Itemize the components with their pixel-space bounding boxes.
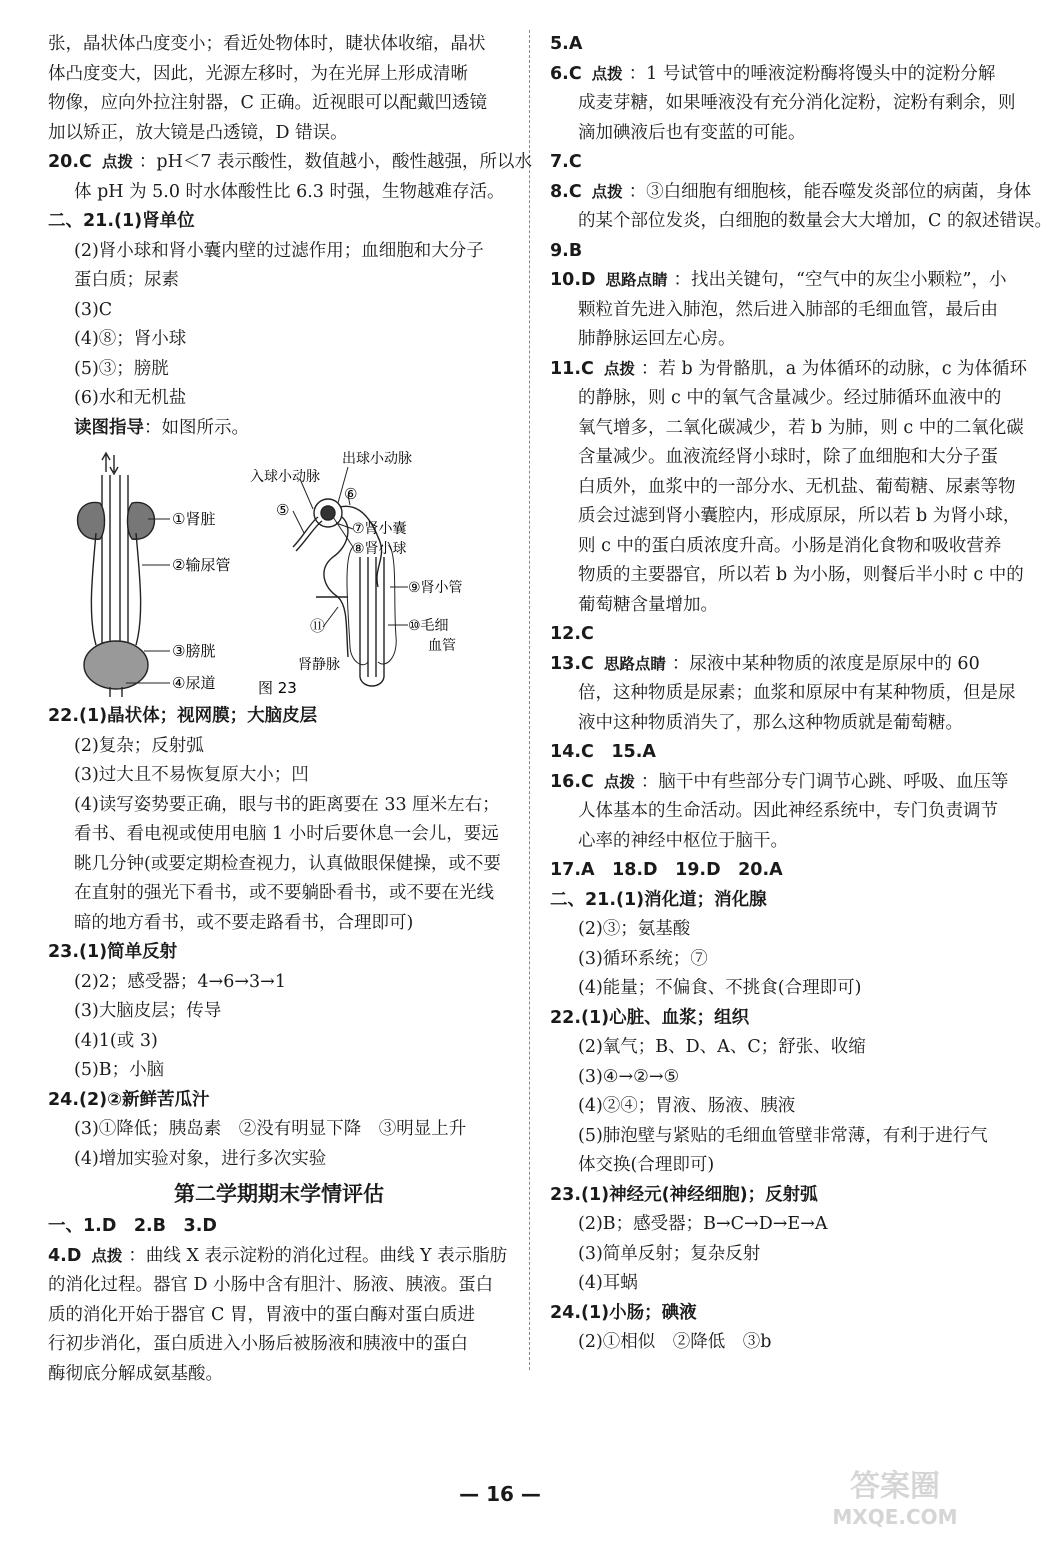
text-line: 的某个部位发炎，白细胞的数量会大大增加，C 的叙述错误。: [578, 211, 1052, 231]
text-line: 肺静脉运回左心房。: [578, 329, 736, 349]
text-line: (5)肺泡壁与紧贴的毛细血管壁非常薄，有利于进行气: [578, 1125, 988, 1146]
q6-answer: [550, 60, 1016, 149]
q10-answer: [550, 266, 1007, 355]
text-line: ：③白细胞有细胞核，能吞噬发炎部位的病菌，身体: [628, 181, 1032, 202]
text-line: (2)复杂；反射弧: [74, 735, 204, 756]
text-line: ：曲线 X 表示淀粉的消化过程。曲线 Y 表示脂肪: [128, 1245, 508, 1266]
text-line: 液中这种物质消失了，那么这种物质就是葡萄糖。: [578, 712, 963, 733]
text-line: 质的消化开始于器官 C 胃，胃液中的蛋白酶对蛋白质进: [48, 1304, 476, 1325]
left-column: [48, 30, 533, 1389]
q24-answer-right: [550, 1299, 998, 1358]
question-head: 二、21.(1)肾单位: [48, 211, 195, 231]
label-6: ⑥: [344, 485, 358, 503]
text-line: (3)大脑皮层；传导: [74, 1001, 222, 1021]
text-line: (4)耳蜗: [578, 1273, 638, 1293]
text-line: (3)循环系统；⑦: [578, 948, 708, 969]
text-line: 暗的地方看书，或不要走路看书，合理即可): [74, 912, 414, 933]
q16-answer: [550, 768, 1009, 857]
text-line: 看书、看电视或使用电脑 1 小时后要休息一会儿，要远: [74, 824, 499, 844]
answers-17-20: 17.A 18.D 19.D 20.A: [550, 860, 783, 880]
answer-5: 5.A: [550, 34, 583, 54]
q19-continuation: [48, 30, 510, 148]
answers-14-15: 14.C 15.A: [550, 742, 656, 762]
text-line: 眺几分钟(或要定期检查视力，认真做眼保健操，或不要: [74, 853, 501, 874]
text-line: ：找出关键句，“空气中的灰尘小颗粒”，小: [673, 270, 1007, 290]
q21-answer: [48, 207, 510, 443]
text-line: (3)过大且不易恢复原大小；凹: [74, 765, 309, 785]
hint-label: 思路点睛: [603, 654, 666, 673]
text-line: (5)B；小脑: [74, 1060, 165, 1080]
label-capillary-2: 血管: [428, 638, 456, 654]
label-afferent-arteriole: 入球小动脉: [250, 469, 320, 485]
label-efferent-arteriole: 出球小动脉: [342, 451, 412, 467]
q4-answer: [48, 1242, 510, 1390]
text-line: 物质的主要器官，所以若 b 为小肠，则餐后半小时 c 中的: [578, 565, 1024, 585]
text-line: 的消化过程。器官 D 小肠中含有胆汁、肠液、胰液。蛋白: [48, 1275, 494, 1295]
label-bladder: ③膀胱: [172, 642, 216, 660]
text-line: 含量减少。血液流经肾小球时，除了血细胞和大分子蛋: [578, 447, 998, 467]
question-number: 11.C: [550, 358, 594, 379]
hint-label: 点拨: [603, 359, 635, 378]
label-renal-capsule: ⑦肾小囊: [352, 521, 407, 537]
text-line: (2)肾小球和肾小囊内壁的过滤作用；血细胞和大分子: [74, 240, 484, 261]
text-line: 体 pH 为 5.0 时水体酸性比 6.3 时强，生物越难存活。: [74, 181, 505, 202]
text-line: (3)C: [74, 299, 113, 320]
text-line: 心率的神经中枢位于脑干。: [578, 830, 788, 851]
question-number: 10.D: [550, 270, 596, 290]
label-11: ⑪: [310, 617, 326, 635]
label-capillary: ⑩毛细: [408, 618, 449, 634]
text-line: 倍，这种物质是尿素；血浆和原尿中有某种物质，但是尿: [578, 683, 1016, 703]
watermark-text: 答案圈: [850, 1469, 940, 1504]
text-line: (2)③；氨基酸: [578, 919, 691, 939]
label-urethra: ④尿道: [172, 674, 216, 692]
q22-answer: [48, 702, 510, 938]
text-line: 加以矫正，放大镜是凸透镜，D 错误。: [48, 122, 348, 143]
watermark-url: MXQE.COM: [832, 1505, 958, 1529]
text-line: (6)水和无机盐: [74, 388, 187, 408]
text-line: 在直射的强光下看书，或不要躺卧看书，或不要在光线: [74, 883, 494, 903]
text-line: (5)③；膀胱: [74, 358, 169, 379]
text-line: 体凸度变大，因此，光源左移时，为在光屏上形成清晰: [48, 63, 468, 84]
q20-answer: [48, 148, 533, 207]
question-head: 二、21.(1)消化道；消化腺: [550, 889, 767, 910]
q24-answer: [48, 1086, 510, 1175]
guide-text: ：如图所示。: [144, 417, 249, 438]
text-line: (4)②④；胃液、肠液、胰液: [578, 1096, 796, 1116]
text-line: 人体基本的生命活动。因此神经系统中，专门负责调节: [578, 801, 998, 821]
text-line: 蛋白质；尿素: [74, 270, 179, 290]
answer-9: 9.B: [550, 240, 583, 261]
urinary-system-drawing: [78, 453, 155, 697]
question-head: 22.(1)晶状体；视网膜；大脑皮层: [48, 706, 318, 726]
right-column: [550, 30, 1052, 1358]
text-line: 滴加碘液后也有变蓝的可能。: [578, 122, 806, 143]
text-line: 葡萄糖含量增加。: [578, 594, 718, 615]
text-line: 行初步消化，蛋白质进入小肠后被肠液和胰液中的蛋白: [48, 1334, 468, 1354]
text-line: 物像，应向外拉注射器，C 正确。近视眼可以配戴凹透镜: [48, 93, 487, 113]
label-renal-vein: 肾静脉: [298, 657, 340, 673]
hint-label: 点拨: [603, 772, 635, 791]
question-number: 4.D: [48, 1245, 82, 1266]
label-5: ⑤: [276, 501, 290, 519]
text-line: ：若 b 为骨骼肌，a 为体循环的动脉，c 为体循环: [640, 358, 1028, 379]
text-line: (3)①降低；胰岛素 ②没有明显下降 ③明显上升: [74, 1119, 467, 1139]
text-line: (4)⑧；肾小球: [74, 329, 187, 349]
label-kidney: ①肾脏: [172, 510, 216, 528]
text-line: (4)1(或 3): [74, 1030, 158, 1051]
site-watermark: [800, 1462, 990, 1532]
hint-label: 点拨: [91, 1246, 123, 1265]
q11-answer: [550, 355, 1028, 621]
hint-label: 思路点睛: [605, 271, 668, 289]
text-line: (2)2；感受器；4→6→3→1: [74, 971, 286, 992]
text-line: (2)氧气；B、D、A、C；舒张、收缩: [578, 1037, 866, 1057]
answer-12: 12.C: [550, 624, 594, 644]
section-title: 第二学期期末学情评估: [174, 1182, 384, 1206]
text-line: 质会过滤到肾小囊腔内，形成原尿，所以若 b 为肾小球，: [578, 506, 1021, 526]
text-line: ：脑干中有些部分专门调节心跳、呼吸、血压等: [640, 771, 1009, 792]
q23-answer-right: [550, 1181, 998, 1299]
hint-label: 点拨: [591, 64, 623, 83]
text-line: (3)简单反射；复杂反射: [578, 1243, 761, 1264]
text-line: 张，晶状体凸度变小；看近处物体时，睫状体收缩，晶状: [48, 34, 486, 54]
question-head: 23.(1)简单反射: [48, 942, 178, 962]
q21-answer-right: [550, 886, 998, 1004]
text-line: ：1 号试管中的唾液淀粉酶将馒头中的淀粉分解: [628, 63, 996, 84]
question-head: 22.(1)心脏、血浆；组织: [550, 1007, 750, 1028]
text-line: (4)能量；不偏食、不挑食(合理即可): [578, 978, 862, 998]
question-number: 20.C: [48, 152, 92, 172]
text-line: 白质外，血浆中的一部分水、无机盐、葡萄糖、尿素等物: [578, 476, 1016, 497]
text-line: 则 c 中的蛋白质浓度升高。小肠是消化食物和吸收营养: [578, 535, 1002, 556]
text-line: 颗粒首先进入肺泡，然后进入肺部的毛细血管，最后由: [578, 299, 998, 320]
urinary-system-diagram: [48, 447, 510, 697]
text-line: 酶彻底分解成氨基酸。: [48, 1363, 223, 1384]
text-line: ：pH＜7 表示酸性，数值越小，酸性越强，所以水: [138, 152, 533, 172]
text-line: 氧气增多，二氧化碳减少，若 b 为肺，则 c 中的二氧化碳: [578, 417, 1024, 438]
label-renal-tubule: ⑨肾小管: [408, 580, 463, 596]
question-number: 6.C: [550, 63, 582, 84]
q8-answer: [550, 178, 1052, 237]
question-head: 24.(1)小肠；碘液: [550, 1302, 697, 1323]
text-line: ：尿液中某种物质的浓度是原尿中的 60: [671, 653, 980, 674]
answer-7: 7.C: [550, 152, 582, 172]
q13-answer: [550, 650, 1016, 739]
label-ureter: ②输尿管: [172, 556, 231, 574]
hint-label: 点拨: [591, 182, 623, 201]
figure-caption: 图 23: [258, 679, 297, 697]
q22-answer-right: [550, 1004, 998, 1181]
q23-answer: [48, 938, 510, 1086]
question-head: 23.(1)神经元(神经细胞)；反射弧: [550, 1184, 818, 1205]
page-number: — 16 —: [459, 1482, 541, 1506]
text-line: (3)④→②→⑤: [578, 1066, 680, 1087]
text-line: (2)B；感受器；B→C→D→E→A: [578, 1214, 828, 1234]
question-number: 13.C: [550, 653, 594, 674]
text-line: 的静脉，则 c 中的氧气含量减少。经过肺循环血液中的: [578, 388, 1002, 408]
guide-label: 读图指导: [74, 417, 144, 438]
question-head: 24.(2)②新鲜苦瓜汁: [48, 1089, 210, 1110]
text-line: 体交换(合理即可): [578, 1155, 715, 1175]
question-number: 8.C: [550, 181, 582, 202]
question-number: 16.C: [550, 771, 594, 792]
column-divider: [529, 30, 530, 1370]
hint-label: 点拨: [101, 153, 133, 171]
text-line: (4)读写姿势要正确，眼与书的距离要在 33 厘米左右；: [74, 794, 500, 815]
text-line: (4)增加实验对象，进行多次实验: [74, 1148, 327, 1169]
answers-1-3: 一、1.D 2.B 3.D: [48, 1216, 217, 1236]
text-line: 成麦芽糖，如果唾液没有充分消化淀粉，淀粉有剩余，则: [578, 93, 1016, 113]
label-glomerulus: ⑧肾小球: [352, 541, 407, 557]
text-line: (2)①相似 ②降低 ③b: [578, 1332, 772, 1352]
